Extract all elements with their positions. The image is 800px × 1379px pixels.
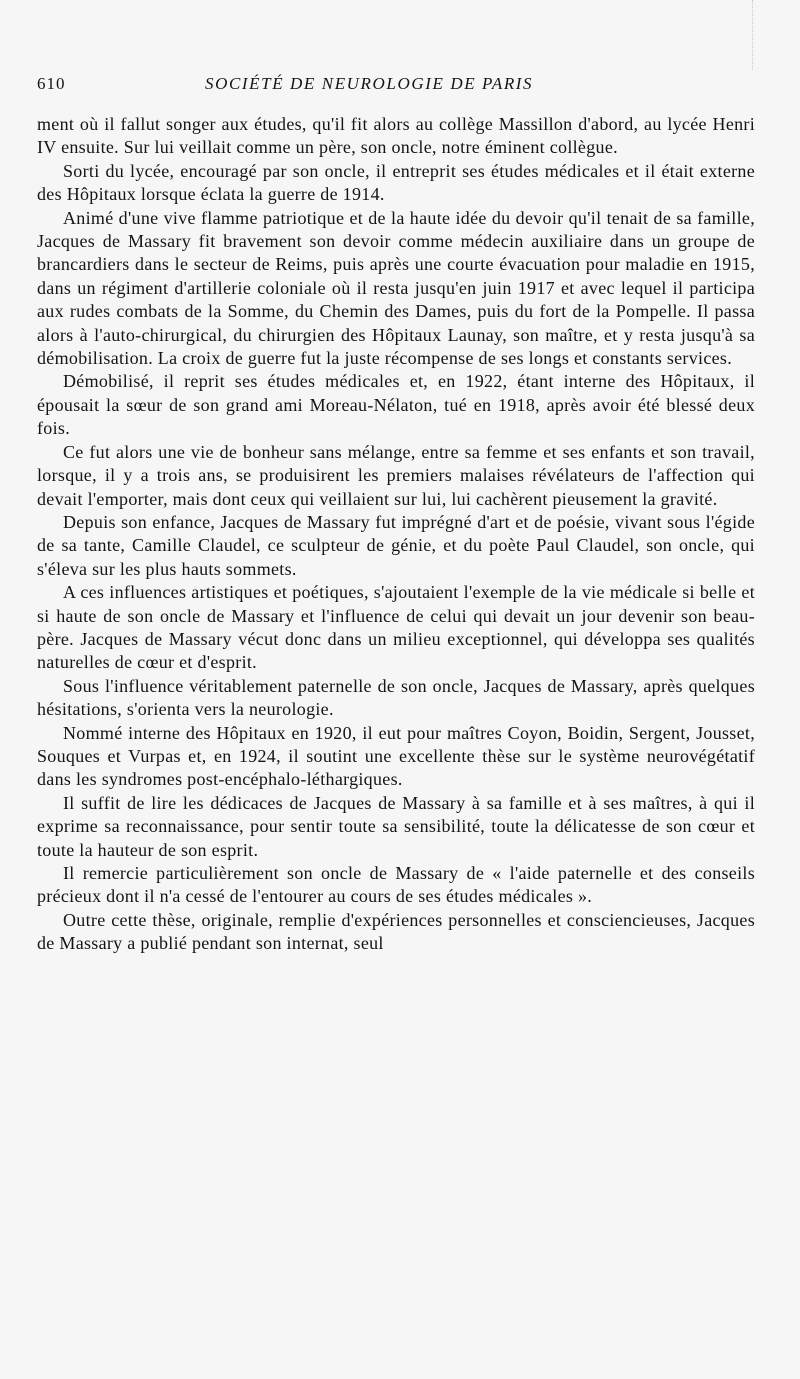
paragraph-5: Ce fut alors une vie de bonheur sans mélange, entre sa femme et ses enfants et son travail, lorsque, il y a trois ans, se produisirent les premiers malaises révélateurs de l'affection qui devait l'emporter, mais dont ceux qui veillaient sur lui, lui cachèrent pieusement la gravité. bbox=[37, 441, 755, 509]
paragraph-3: Animé d'une vive flamme patriotique et de la haute idée du devoir qu'il tenait de sa famille, Jacques de Massary fit bravement son devoir comme médecin auxiliaire dans un groupe de brancardiers dans le secteur de Reims, puis après une courte évacuation pour maladie en 1915, dans un régiment d'artillerie coloniale où il resta jusqu'en juin 1917 et avec lequel il participa aux rudes combats de la Somme, du Chemin des Dames, puis du fort de la Pompelle. Il passa alors à l'auto-chirurgical, du chirurgien des Hôpitaux Launay, son maître, et y resta jusqu'à sa démobilisation. La croix de guerre fut la juste récompense de ses longs et constants services. bbox=[37, 207, 755, 369]
paragraph-12: Outre cette thèse, originale, remplie d'expériences personnelles et consciencieuses, Jacques de Massary a publié pendant son internat, seul bbox=[37, 909, 755, 954]
paragraph-10: Il suffit de lire les dédicaces de Jacques de Massary à sa famille et à ses maîtres, à qui il exprime sa reconnaissance, pour sentir toute sa sensibilité, toute la délicatesse de son cœur et toute la hauteur de son esprit. bbox=[37, 792, 755, 860]
running-title: SOCIÉTÉ DE NEUROLOGIE DE PARIS bbox=[205, 74, 534, 93]
body-text bbox=[37, 113, 755, 956]
paragraph-6: Depuis son enfance, Jacques de Massary fut imprégné d'art et de poésie, vivant sous l'égide de sa tante, Camille Claudel, ce sculpteur de génie, et du poète Paul Claudel, son oncle, qui s'éleva sur les plus hauts sommets. bbox=[37, 511, 755, 579]
page-number: 610 bbox=[37, 74, 66, 93]
paragraph-4: Démobilisé, il reprit ses études médicales et, en 1922, étant interne des Hôpitaux, il épousait la sœur de son grand ami Moreau-Nélaton, tué en 1918, après avoir été blessé deux fois. bbox=[37, 371, 755, 439]
paragraph-8: Sous l'influence véritablement paternelle de son oncle, Jacques de Massary, après quelques hésitations, s'orienta vers la neurologie. bbox=[37, 675, 755, 720]
paragraph-7: A ces influences artistiques et poétiques, s'ajoutaient l'exemple de la vie médicale si belle et si haute de son oncle de Massary et l'influence de celui qui devait un jour devenir son beau-père. Jacques de Massary vécut donc dans un milieu exceptionnel, qui développa ses qualités naturelles de cœur et d'esprit. bbox=[37, 582, 755, 673]
paragraph-2: Sorti du lycée, encouragé par son oncle, il entreprit ses études médicales et il était externe des Hôpitaux lorsque éclata la guerre de 1914. bbox=[37, 160, 755, 205]
paragraph-1: ment où il fallut songer aux études, qu'il fit alors au collège Massillon d'abord, au lycée Henri IV ensuite. Sur lui veillait comme un père, son oncle, notre éminent collègue. bbox=[37, 114, 755, 158]
paragraph-11: Il remercie particulièrement son oncle de Massary de « l'aide paternelle et des conseils précieux dont il n'a cessé de l'entourer au cours de ses études médicales ». bbox=[37, 863, 755, 907]
page-header bbox=[37, 74, 737, 96]
margin-mark bbox=[752, 0, 757, 70]
paragraph-9: Nommé interne des Hôpitaux en 1920, il eut pour maîtres Coyon, Boidin, Sergent, Jousset, Souques et Vurpas et, en 1924, il soutint une excellente thèse sur le système neurovégétatif dans les syndromes post-encéphalo-léthargiques. bbox=[37, 722, 755, 790]
